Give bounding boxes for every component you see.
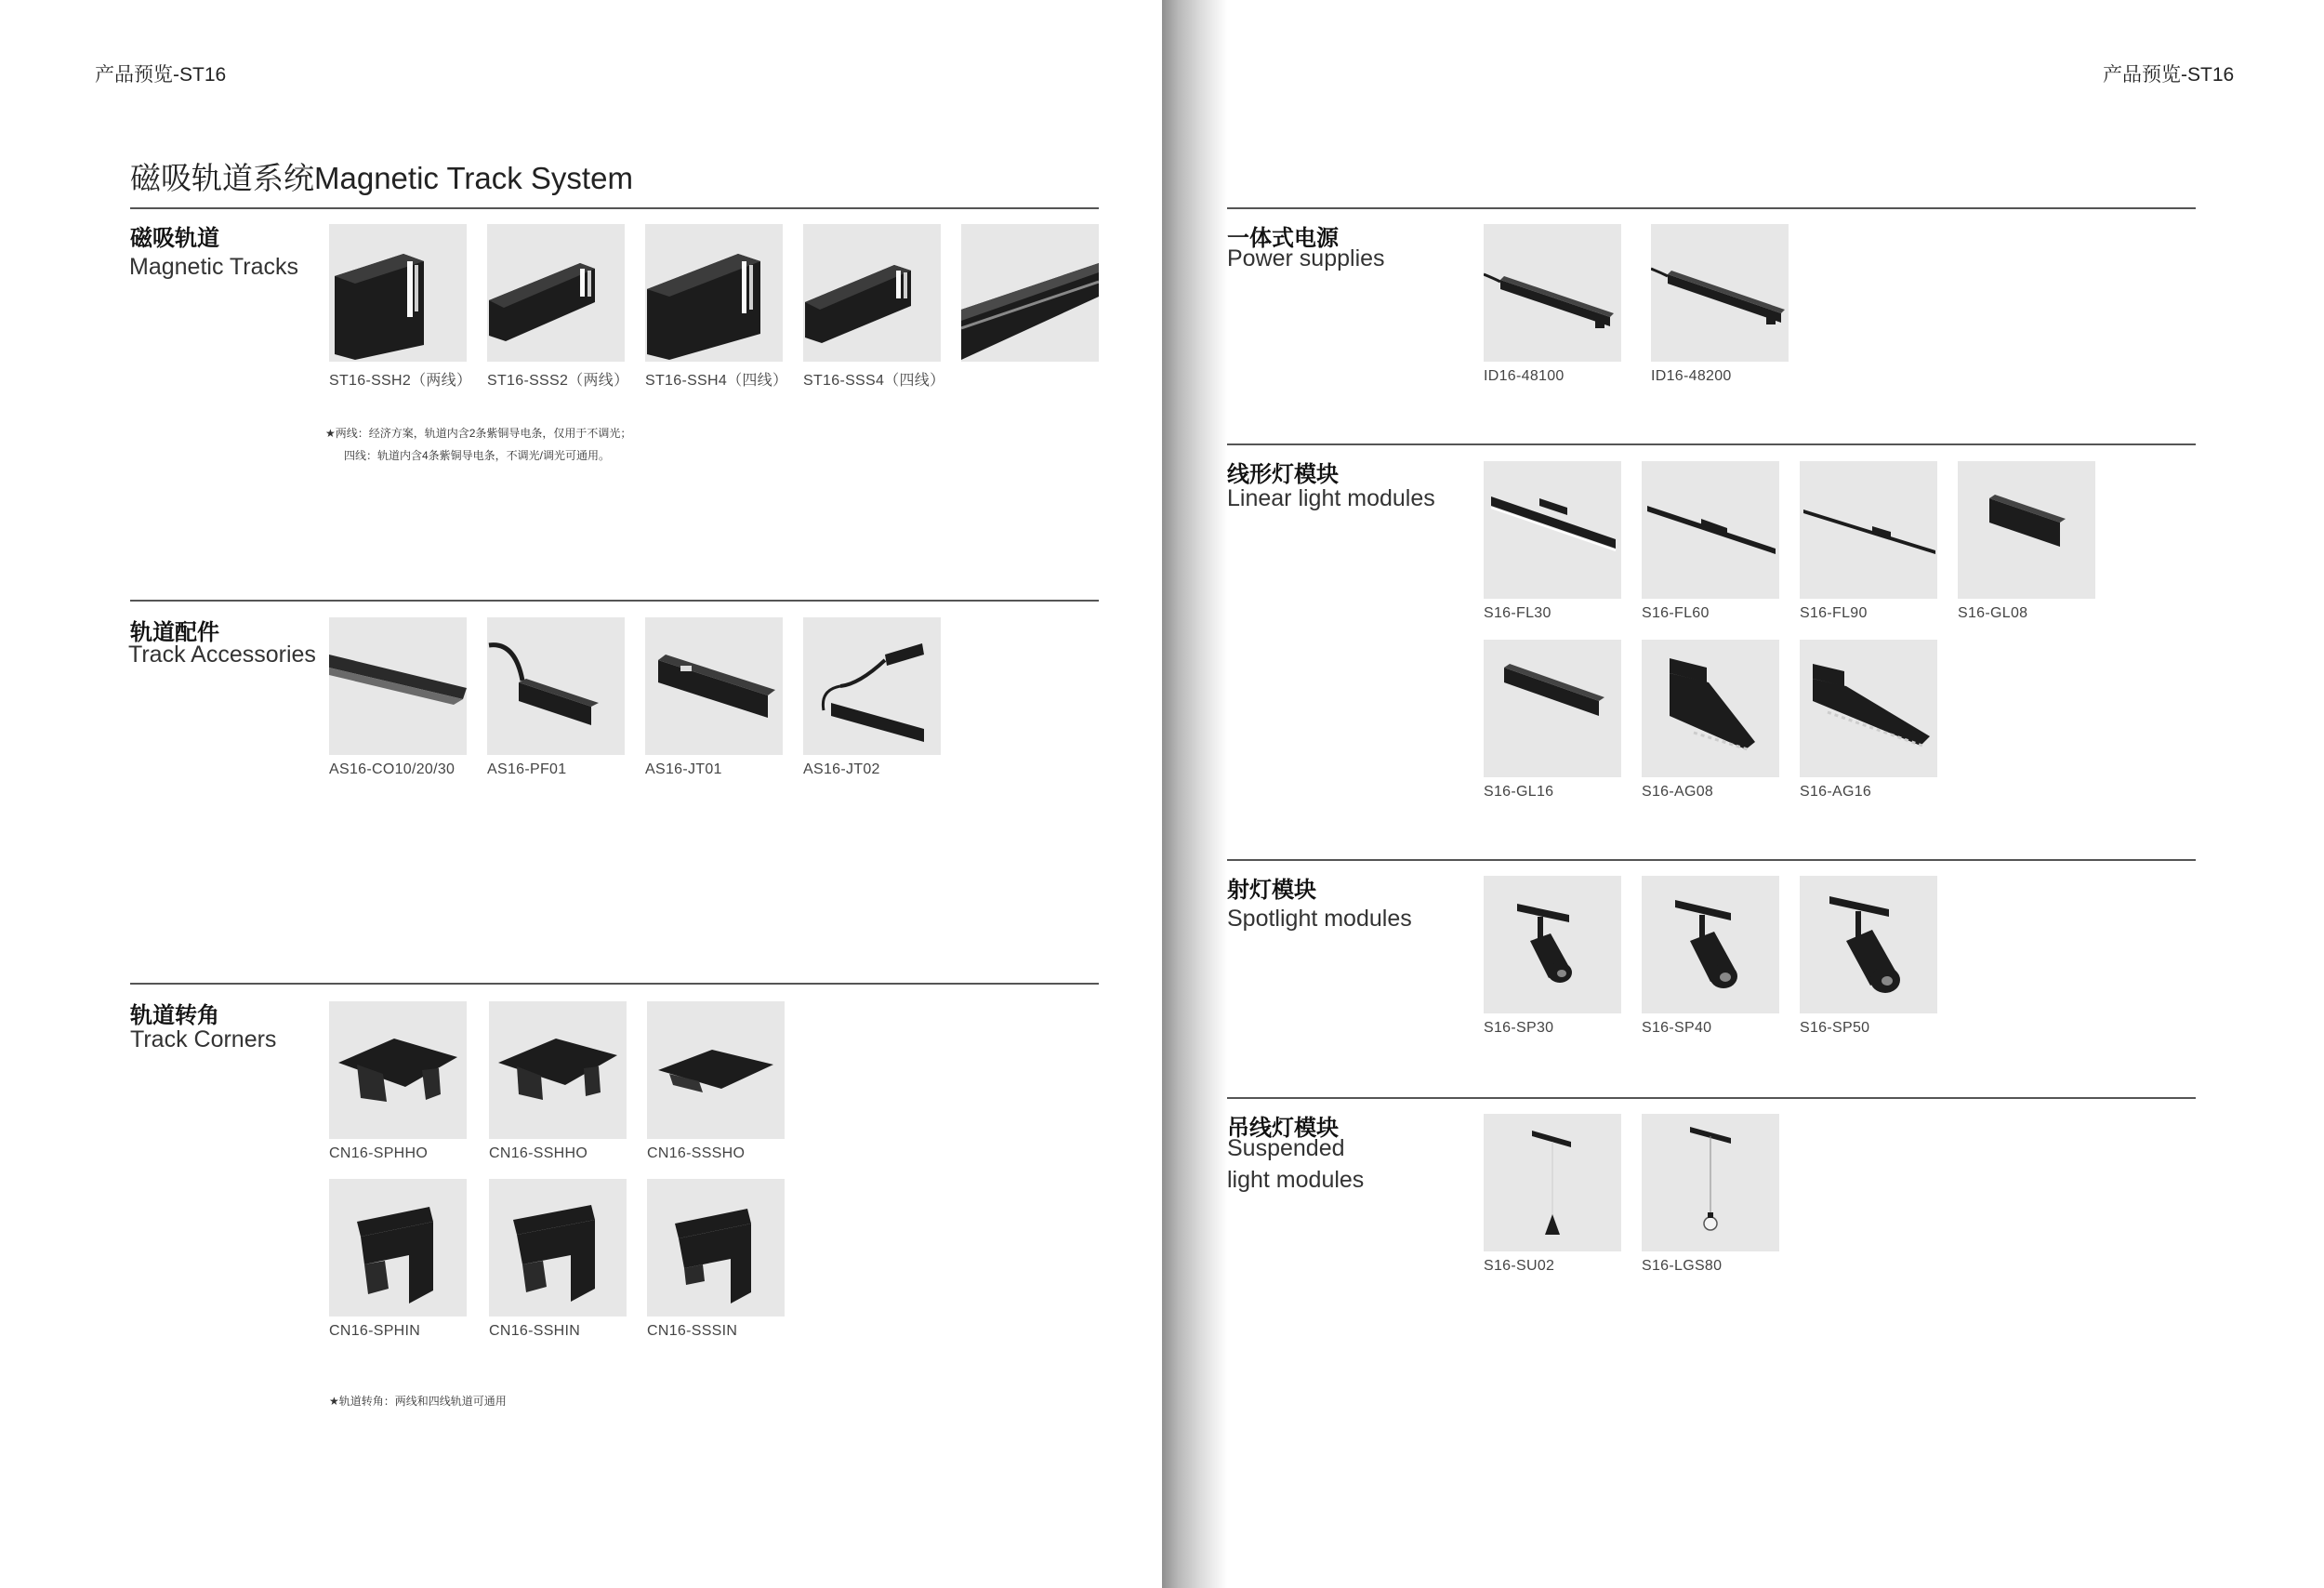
product-card[interactable]	[1642, 876, 1779, 1037]
product-code: S16-AG08	[1642, 784, 1714, 800]
product-card[interactable]	[1800, 640, 1937, 801]
product-image	[487, 224, 625, 362]
product-image	[1651, 224, 1789, 362]
product-code: AS16-PF01	[487, 761, 567, 777]
product-image	[329, 1001, 467, 1139]
product-card[interactable]	[647, 1179, 785, 1340]
product-code: S16-SP50	[1800, 1020, 1870, 1036]
product-card[interactable]	[1642, 1114, 1779, 1275]
product-code: S16-AG16	[1800, 784, 1872, 800]
product-card[interactable]	[329, 617, 467, 778]
section-title-en: Power supplies	[1227, 245, 1385, 271]
product-card[interactable]	[329, 224, 472, 390]
product-card[interactable]	[1800, 876, 1937, 1037]
product-card[interactable]	[961, 224, 1099, 368]
product-card[interactable]	[1484, 1114, 1621, 1275]
product-code: CN16-SSHIN	[489, 1323, 581, 1339]
product-card[interactable]	[1484, 224, 1621, 385]
product-code: CN16-SSHHO	[489, 1145, 588, 1161]
book-spine-shadow	[1162, 0, 1227, 1588]
product-card[interactable]	[489, 1001, 627, 1162]
product-card[interactable]	[1484, 876, 1621, 1037]
section-divider	[1227, 1097, 2196, 1099]
product-image	[1642, 461, 1779, 599]
product-card[interactable]	[1800, 461, 1937, 622]
product-code: S16-GL16	[1484, 784, 1554, 800]
product-image	[489, 1179, 627, 1317]
product-image	[1800, 461, 1937, 599]
product-card[interactable]	[1484, 461, 1621, 622]
section-title-en: Track Accessories	[128, 642, 316, 668]
product-card[interactable]	[489, 1179, 627, 1340]
product-image	[647, 1179, 785, 1317]
product-image	[1642, 876, 1779, 1013]
section-title-en: Suspended	[1227, 1135, 1345, 1161]
product-code: S16-GL08	[1958, 605, 2028, 621]
product-code: S16-SU02	[1484, 1258, 1555, 1274]
product-code: AS16-JT02	[803, 761, 880, 777]
product-code: CN16-SSSHO	[647, 1145, 746, 1161]
product-image	[1800, 876, 1937, 1013]
product-image	[1484, 640, 1621, 777]
section-title-cn: 轨道配件	[130, 618, 219, 645]
section-title-en: Magnetic Tracks	[129, 254, 299, 280]
section-title-en: light modules	[1227, 1167, 1365, 1193]
product-image	[647, 1001, 785, 1139]
product-image	[1800, 640, 1937, 777]
product-card[interactable]	[645, 617, 783, 778]
product-card[interactable]	[1642, 640, 1779, 801]
product-card[interactable]	[329, 1001, 467, 1162]
product-code: CN16-SSSIN	[647, 1323, 738, 1339]
section-title-cn: 吊线灯模块	[1227, 1114, 1339, 1141]
product-image	[1484, 224, 1621, 362]
section-divider	[130, 207, 1099, 209]
product-code: ST16-SSS2（两线）	[487, 373, 629, 389]
section-divider	[1227, 443, 2196, 445]
section-title-cn: 一体式电源	[1227, 224, 1339, 251]
product-card[interactable]	[1642, 461, 1779, 622]
product-code: S16-FL30	[1484, 605, 1552, 621]
product-card[interactable]	[1958, 461, 2095, 622]
product-card[interactable]	[803, 617, 941, 778]
section-title-en: Linear light modules	[1227, 485, 1435, 511]
product-image	[1484, 461, 1621, 599]
product-image	[645, 617, 783, 755]
product-card[interactable]	[647, 1001, 785, 1162]
product-image	[489, 1001, 627, 1139]
product-image	[1958, 461, 2095, 599]
product-image	[329, 224, 467, 362]
product-image	[1484, 1114, 1621, 1251]
section-title-cn: 射灯模块	[1227, 876, 1316, 903]
note-text: 四线：轨道内含4条紫铜导电条，不调光/调光可通用。	[344, 449, 611, 462]
page-title: 磁吸轨道系统Magnetic Track System	[130, 161, 633, 195]
product-card[interactable]	[329, 1179, 467, 1340]
section-title-cn: 磁吸轨道	[130, 224, 219, 251]
product-image	[1484, 876, 1621, 1013]
product-card[interactable]	[803, 224, 945, 390]
product-code: S16-LGS80	[1642, 1258, 1723, 1274]
section-divider	[1227, 207, 2196, 209]
product-code: AS16-JT01	[645, 761, 722, 777]
product-image	[1642, 1114, 1779, 1251]
product-code: S16-FL60	[1642, 605, 1710, 621]
section-divider	[1227, 859, 2196, 861]
note-text: ★轨道转角：两线和四线轨道可通用	[329, 1395, 507, 1408]
product-card[interactable]	[1651, 224, 1789, 385]
product-image	[329, 1179, 467, 1317]
section-title-cn: 轨道转角	[130, 1001, 219, 1028]
running-header-left: 产品预览-ST16	[95, 64, 227, 86]
product-code: S16-SP30	[1484, 1020, 1554, 1036]
section-divider	[130, 600, 1099, 602]
section-title-cn: 线形灯模块	[1227, 460, 1339, 487]
product-card[interactable]	[487, 224, 629, 390]
product-image	[803, 224, 941, 362]
product-image	[1642, 640, 1779, 777]
product-code: ST16-SSH4（四线）	[645, 373, 788, 389]
product-code: S16-FL90	[1800, 605, 1868, 621]
product-code: ID16-48100	[1484, 368, 1565, 384]
product-image	[645, 224, 783, 362]
product-card[interactable]	[487, 617, 625, 778]
section-title-en: Spotlight modules	[1227, 906, 1412, 932]
product-code: ID16-48200	[1651, 368, 1732, 384]
product-code: CN16-SPHHO	[329, 1145, 429, 1161]
product-code: AS16-CO10/20/30	[329, 761, 456, 777]
section-title-en: Track Corners	[130, 1026, 277, 1052]
product-code: CN16-SPHIN	[329, 1323, 421, 1339]
product-code: S16-SP40	[1642, 1020, 1712, 1036]
product-image	[803, 617, 941, 755]
product-image	[487, 617, 625, 755]
product-card[interactable]	[645, 224, 788, 390]
product-image	[961, 224, 1099, 362]
product-code: ST16-SSH2（两线）	[329, 373, 472, 389]
note-text: ★两线：经济方案，轨道内含2条紫铜导电条，仅用于不调光；	[325, 427, 632, 440]
section-divider	[130, 983, 1099, 985]
running-header-right: 产品预览-ST16	[2103, 64, 2235, 86]
product-card[interactable]	[1484, 640, 1621, 801]
product-code: ST16-SSS4（四线）	[803, 373, 945, 389]
product-image	[329, 617, 467, 755]
